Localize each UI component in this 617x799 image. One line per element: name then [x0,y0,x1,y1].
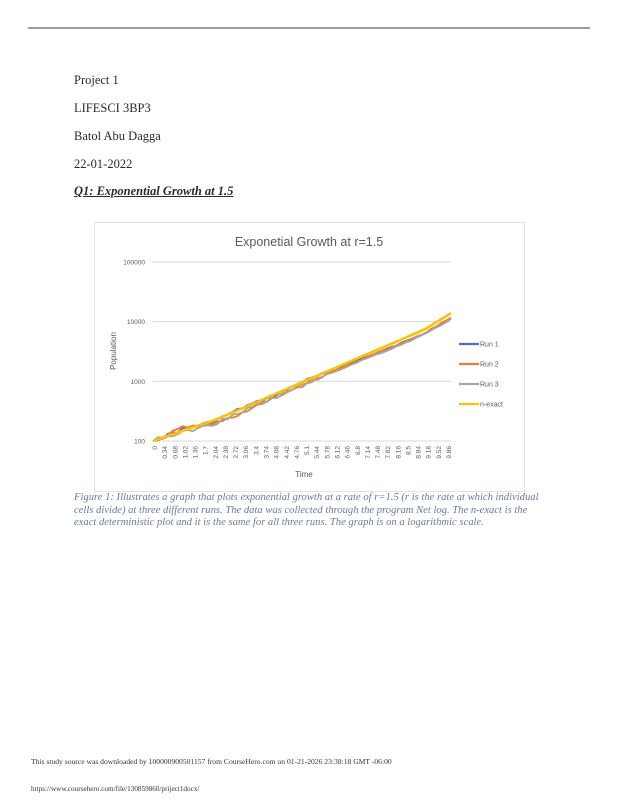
x-tick-label: 5.1 [304,446,312,456]
x-tick-label: 4.42 [283,446,291,459]
x-tick-label: 2.04 [212,446,220,459]
growth-chart [94,222,525,492]
legend-label: Run 1 [480,341,499,349]
x-tick-label: 1.02 [182,446,190,459]
x-tick-label: 7.48 [375,446,383,459]
y-tick-label: 10000 [126,319,145,327]
x-tick-label: 0 [152,446,159,450]
x-tick-label: 3.74 [263,446,271,459]
x-tick-label: 8.16 [395,446,403,459]
legend-label: Run 3 [480,381,499,389]
figure-caption: Figure 1: Illustrates a graph that plots exponential growth at a rate of r=1.5 (r is the rate at which individual cells divide) at three different runs. The data was collected through the program Net log. The n-exact is the exact deterministic plot and it is the same for all three runs. The graph is on a logarithmic scale. [74,492,539,529]
x-tick-label: 4.76 [293,446,301,459]
chart-canvas [95,223,524,491]
legend-label: Run 2 [480,361,499,369]
series-line-n-exact [153,313,451,441]
legend-label: n-exact [480,401,503,409]
x-tick-label: 9.18 [425,446,433,459]
x-tick-label: 6.46 [344,446,352,459]
y-axis-title: Population [109,332,118,370]
x-tick-label: 2.72 [233,446,241,459]
x-tick-label: 8.5 [405,446,413,456]
question-heading: Q1: Exponential Growth at 1.5 [74,184,234,198]
author-name: Batol Abu Dagga [74,129,161,143]
x-tick-label: 0.34 [162,446,170,459]
course-code: LIFESCI 3BP3 [74,101,151,115]
x-tick-label: 3.06 [243,446,251,459]
y-tick-label: 100 [134,438,145,446]
x-tick-label: 4.08 [273,446,281,459]
x-tick-label: 8.84 [415,446,423,459]
x-tick-label: 5.78 [324,446,332,459]
y-tick-label: 100000 [123,259,145,267]
x-axis-title: Time [295,470,313,479]
x-tick-label: 1.7 [202,446,210,456]
x-tick-label: 7.14 [364,446,372,459]
y-tick-label: 1000 [130,378,145,386]
download-notice: This study source was downloaded by 100000900501157 from CourseHero.com on 01-21-2026 23:38:18 GMT -06:00 [31,757,392,766]
chart-title: Exponetial Growth at r=1.5 [234,235,384,249]
document-date: 22-01-2022 [74,157,133,171]
x-tick-label: 6.8 [354,446,362,456]
x-tick-label: 5.44 [314,446,322,459]
source-url[interactable]: https://www.coursehero.com/file/130859860/priject1docx/ [31,785,200,793]
x-tick-label: 3.4 [253,446,261,456]
x-tick-label: 1.36 [192,446,200,459]
x-tick-label: 7.82 [385,446,393,459]
page-top-rule [28,27,590,29]
project-title: Project 1 [74,73,119,87]
x-tick-label: 9.86 [446,446,453,459]
x-tick-label: 6.12 [334,446,342,459]
x-tick-label: 0.68 [172,446,180,459]
x-tick-label: 9.52 [435,446,443,459]
x-tick-label: 2.38 [222,446,230,459]
